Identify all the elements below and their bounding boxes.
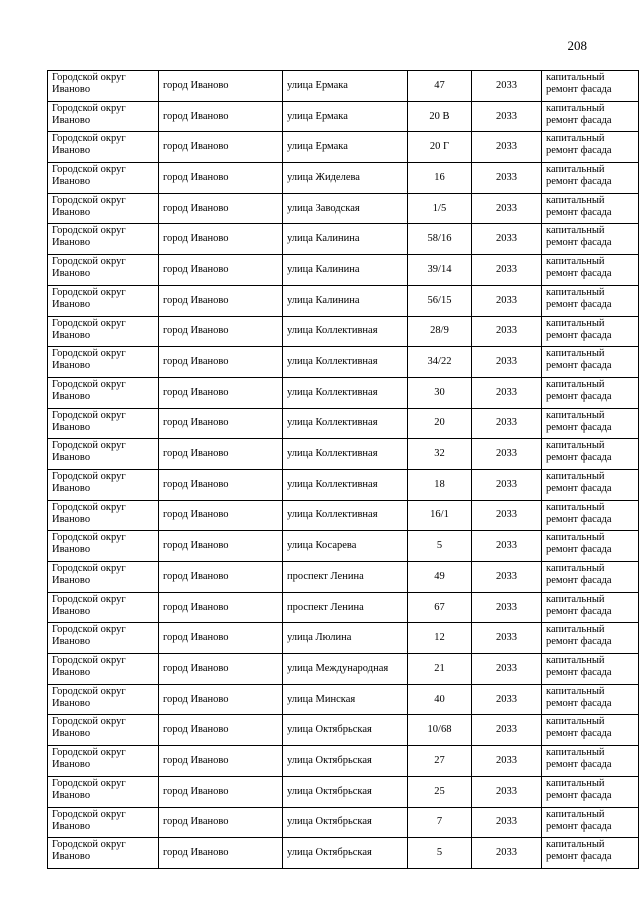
table-row <box>48 654 639 685</box>
table-row <box>48 562 639 593</box>
table-row <box>48 71 639 102</box>
district-cell: Городской округ Иваново <box>48 807 159 838</box>
street-cell: улица Минская <box>283 684 408 715</box>
house-number-cell: 5 <box>408 531 472 562</box>
city-cell: город Иваново <box>159 132 283 163</box>
district-cell: Городской округ Иваново <box>48 71 159 102</box>
city-cell: город Иваново <box>159 163 283 194</box>
house-number-cell: 40 <box>408 684 472 715</box>
work-type-cell: капитальный ремонт фасада <box>542 807 639 838</box>
work-type-cell: капитальный ремонт фасада <box>542 838 639 869</box>
street-cell: улица Октябрьская <box>283 746 408 777</box>
table-row <box>48 132 639 163</box>
city-cell: город Иваново <box>159 408 283 439</box>
work-type-cell: капитальный ремонт фасада <box>542 285 639 316</box>
street-cell: улица Жиделева <box>283 163 408 194</box>
registry-table <box>47 70 639 869</box>
street-cell: проспект Ленина <box>283 562 408 593</box>
city-cell: город Иваново <box>159 377 283 408</box>
table-row <box>48 163 639 194</box>
district-cell: Городской округ Иваново <box>48 377 159 408</box>
table-row <box>48 746 639 777</box>
work-type-cell: капитальный ремонт фасада <box>542 654 639 685</box>
year-cell: 2033 <box>472 163 542 194</box>
work-type-cell: капитальный ремонт фасада <box>542 562 639 593</box>
district-cell: Городской округ Иваново <box>48 132 159 163</box>
year-cell: 2033 <box>472 469 542 500</box>
table-row <box>48 193 639 224</box>
city-cell: город Иваново <box>159 562 283 593</box>
year-cell: 2033 <box>472 439 542 470</box>
district-cell: Городской округ Иваново <box>48 654 159 685</box>
street-cell: улица Октябрьская <box>283 776 408 807</box>
district-cell: Городской округ Иваново <box>48 193 159 224</box>
year-cell: 2033 <box>472 316 542 347</box>
district-cell: Городской округ Иваново <box>48 715 159 746</box>
district-cell: Городской округ Иваново <box>48 163 159 194</box>
work-type-cell: капитальный ремонт фасада <box>542 469 639 500</box>
work-type-cell: капитальный ремонт фасада <box>542 439 639 470</box>
house-number-cell: 25 <box>408 776 472 807</box>
street-cell: улица Калинина <box>283 285 408 316</box>
table-row <box>48 377 639 408</box>
work-type-cell: капитальный ремонт фасада <box>542 71 639 102</box>
district-cell: Городской округ Иваново <box>48 408 159 439</box>
city-cell: город Иваново <box>159 654 283 685</box>
house-number-cell: 20 Г <box>408 132 472 163</box>
work-type-cell: капитальный ремонт фасада <box>542 746 639 777</box>
table-row <box>48 469 639 500</box>
table-row <box>48 101 639 132</box>
district-cell: Городской округ Иваново <box>48 347 159 378</box>
house-number-cell: 10/68 <box>408 715 472 746</box>
district-cell: Городской округ Иваново <box>48 746 159 777</box>
city-cell: город Иваново <box>159 101 283 132</box>
table-row <box>48 224 639 255</box>
table-row <box>48 684 639 715</box>
street-cell: улица Октябрьская <box>283 807 408 838</box>
district-cell: Городской округ Иваново <box>48 316 159 347</box>
city-cell: город Иваново <box>159 592 283 623</box>
street-cell: улица Коллективная <box>283 469 408 500</box>
street-cell: улица Коллективная <box>283 500 408 531</box>
district-cell: Городской округ Иваново <box>48 623 159 654</box>
table-row <box>48 439 639 470</box>
table-row <box>48 347 639 378</box>
year-cell: 2033 <box>472 224 542 255</box>
work-type-cell: капитальный ремонт фасада <box>542 408 639 439</box>
year-cell: 2033 <box>472 377 542 408</box>
work-type-cell: капитальный ремонт фасада <box>542 623 639 654</box>
district-cell: Городской округ Иваново <box>48 592 159 623</box>
table-row <box>48 316 639 347</box>
city-cell: город Иваново <box>159 316 283 347</box>
table-row <box>48 408 639 439</box>
house-number-cell: 1/5 <box>408 193 472 224</box>
house-number-cell: 58/16 <box>408 224 472 255</box>
work-type-cell: капитальный ремонт фасада <box>542 500 639 531</box>
house-number-cell: 32 <box>408 439 472 470</box>
year-cell: 2033 <box>472 193 542 224</box>
year-cell: 2033 <box>472 347 542 378</box>
city-cell: город Иваново <box>159 500 283 531</box>
street-cell: улица Коллективная <box>283 439 408 470</box>
table-row <box>48 776 639 807</box>
city-cell: город Иваново <box>159 469 283 500</box>
work-type-cell: капитальный ремонт фасада <box>542 224 639 255</box>
house-number-cell: 28/9 <box>408 316 472 347</box>
city-cell: город Иваново <box>159 285 283 316</box>
work-type-cell: капитальный ремонт фасада <box>542 255 639 286</box>
district-cell: Городской округ Иваново <box>48 439 159 470</box>
year-cell: 2033 <box>472 132 542 163</box>
work-type-cell: капитальный ремонт фасада <box>542 715 639 746</box>
street-cell: улица Калинина <box>283 224 408 255</box>
house-number-cell: 7 <box>408 807 472 838</box>
house-number-cell: 56/15 <box>408 285 472 316</box>
work-type-cell: капитальный ремонт фасада <box>542 316 639 347</box>
house-number-cell: 12 <box>408 623 472 654</box>
house-number-cell: 21 <box>408 654 472 685</box>
year-cell: 2033 <box>472 807 542 838</box>
street-cell: улица Косарева <box>283 531 408 562</box>
year-cell: 2033 <box>472 562 542 593</box>
year-cell: 2033 <box>472 684 542 715</box>
house-number-cell: 16 <box>408 163 472 194</box>
street-cell: улица Коллективная <box>283 377 408 408</box>
city-cell: город Иваново <box>159 347 283 378</box>
street-cell: улица Люлина <box>283 623 408 654</box>
work-type-cell: капитальный ремонт фасада <box>542 377 639 408</box>
work-type-cell: капитальный ремонт фасада <box>542 132 639 163</box>
city-cell: город Иваново <box>159 715 283 746</box>
house-number-cell: 20 В <box>408 101 472 132</box>
year-cell: 2033 <box>472 285 542 316</box>
work-type-cell: капитальный ремонт фасада <box>542 101 639 132</box>
work-type-cell: капитальный ремонт фасада <box>542 776 639 807</box>
street-cell: улица Ермака <box>283 71 408 102</box>
district-cell: Городской округ Иваново <box>48 531 159 562</box>
year-cell: 2033 <box>472 623 542 654</box>
year-cell: 2033 <box>472 101 542 132</box>
street-cell: улица Международная <box>283 654 408 685</box>
district-cell: Городской округ Иваново <box>48 562 159 593</box>
district-cell: Городской округ Иваново <box>48 500 159 531</box>
work-type-cell: капитальный ремонт фасада <box>542 531 639 562</box>
city-cell: город Иваново <box>159 746 283 777</box>
street-cell: улица Ермака <box>283 132 408 163</box>
city-cell: город Иваново <box>159 684 283 715</box>
table-row <box>48 531 639 562</box>
street-cell: улица Калинина <box>283 255 408 286</box>
house-number-cell: 18 <box>408 469 472 500</box>
work-type-cell: капитальный ремонт фасада <box>542 684 639 715</box>
city-cell: город Иваново <box>159 776 283 807</box>
table-row <box>48 807 639 838</box>
street-cell: улица Заводская <box>283 193 408 224</box>
district-cell: Городской округ Иваново <box>48 469 159 500</box>
street-cell: проспект Ленина <box>283 592 408 623</box>
year-cell: 2033 <box>472 746 542 777</box>
work-type-cell: капитальный ремонт фасада <box>542 163 639 194</box>
year-cell: 2033 <box>472 715 542 746</box>
street-cell: улица Коллективная <box>283 316 408 347</box>
table-row <box>48 255 639 286</box>
year-cell: 2033 <box>472 408 542 439</box>
table-row <box>48 623 639 654</box>
page-number: 208 <box>567 38 587 53</box>
city-cell: город Иваново <box>159 255 283 286</box>
work-type-cell: капитальный ремонт фасада <box>542 592 639 623</box>
house-number-cell: 47 <box>408 71 472 102</box>
year-cell: 2033 <box>472 255 542 286</box>
district-cell: Городской округ Иваново <box>48 101 159 132</box>
house-number-cell: 30 <box>408 377 472 408</box>
house-number-cell: 20 <box>408 408 472 439</box>
year-cell: 2033 <box>472 776 542 807</box>
house-number-cell: 67 <box>408 592 472 623</box>
street-cell: улица Октябрьская <box>283 838 408 869</box>
district-cell: Городской округ Иваново <box>48 776 159 807</box>
street-cell: улица Коллективная <box>283 347 408 378</box>
work-type-cell: капитальный ремонт фасада <box>542 347 639 378</box>
city-cell: город Иваново <box>159 193 283 224</box>
year-cell: 2033 <box>472 71 542 102</box>
house-number-cell: 34/22 <box>408 347 472 378</box>
city-cell: город Иваново <box>159 807 283 838</box>
city-cell: город Иваново <box>159 224 283 255</box>
house-number-cell: 5 <box>408 838 472 869</box>
table-row <box>48 500 639 531</box>
city-cell: город Иваново <box>159 623 283 654</box>
house-number-cell: 39/14 <box>408 255 472 286</box>
table-row <box>48 592 639 623</box>
street-cell: улица Ермака <box>283 101 408 132</box>
house-number-cell: 16/1 <box>408 500 472 531</box>
table-row <box>48 715 639 746</box>
house-number-cell: 49 <box>408 562 472 593</box>
district-cell: Городской округ Иваново <box>48 684 159 715</box>
table-row <box>48 285 639 316</box>
district-cell: Городской округ Иваново <box>48 255 159 286</box>
street-cell: улица Октябрьская <box>283 715 408 746</box>
district-cell: Городской округ Иваново <box>48 838 159 869</box>
year-cell: 2033 <box>472 592 542 623</box>
city-cell: город Иваново <box>159 838 283 869</box>
city-cell: город Иваново <box>159 71 283 102</box>
work-type-cell: капитальный ремонт фасада <box>542 193 639 224</box>
year-cell: 2033 <box>472 654 542 685</box>
house-number-cell: 27 <box>408 746 472 777</box>
table-row <box>48 838 639 869</box>
district-cell: Городской округ Иваново <box>48 224 159 255</box>
year-cell: 2033 <box>472 838 542 869</box>
year-cell: 2033 <box>472 500 542 531</box>
registry-table-body <box>48 71 639 869</box>
year-cell: 2033 <box>472 531 542 562</box>
city-cell: город Иваново <box>159 531 283 562</box>
street-cell: улица Коллективная <box>283 408 408 439</box>
district-cell: Городской округ Иваново <box>48 285 159 316</box>
city-cell: город Иваново <box>159 439 283 470</box>
